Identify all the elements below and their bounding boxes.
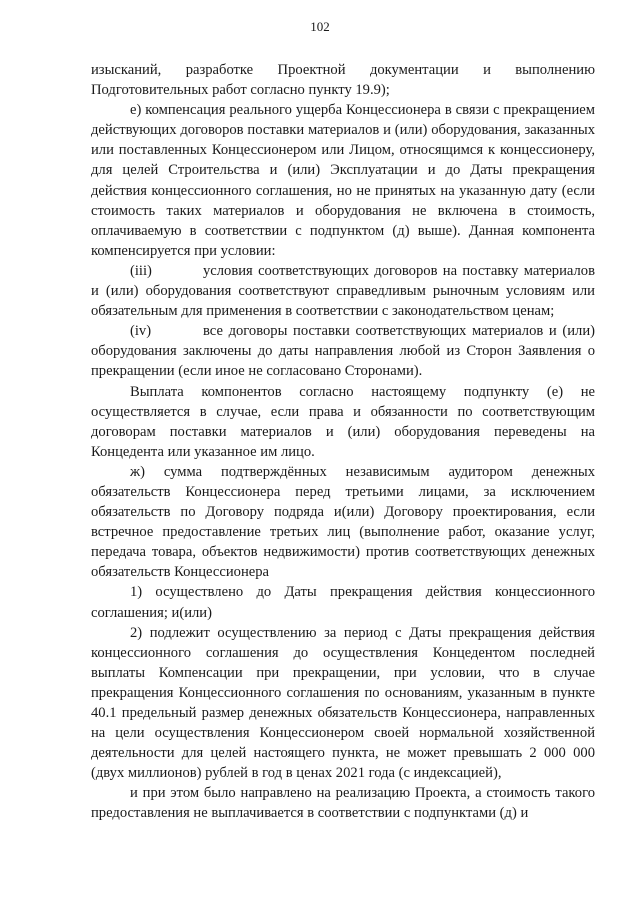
paragraph-condition-1: 1) осуществлено до Даты прекращения действия концессионного соглашения; и(или) [91, 584, 595, 621]
paragraph-subitem-zh: ж) сумма подтверждённых независимым аудитором денежных обязательств Концессионера перед третьими лицами, за исключением обязательств по Договору подряда и(или) Договору проектирования, если встречное предоставление третьих лиц (выполнение работ, оказание услуг, передача товара, объектов недвижимости) против соответствующих денежных обязательств Концессионера [91, 463, 595, 581]
list-text-iv: все договоры поставки соответствующих материалов и (или) оборудования заключены до даты направления любой из Сторон Заявления о прекращении (если иное не согласовано Сторонами). [91, 323, 595, 380]
document-body [91, 60, 595, 824]
page-number: 102 [310, 19, 330, 34]
paragraph-continuation: изысканий, разработке Проектной документации и выполнению Подготовительных работ согласно пункту 19.9); [91, 62, 595, 99]
paragraph-subitem-e: е) компенсация реального ущерба Концессионера в связи с прекращением действующих договоров поставки материалов и (или) оборудования, заказанных или поставленных Концессионером или Лицом, относящимся к концессионеру, для целей Строительства и (или) Эксплуатации и до Даты прекращения действия концессионного соглашения, но не принятых на указанную дату (если стоимость таких материалов и оборудования не включена в стоимость, оплачиваемую в соответствии с подпунктом (д) выше). Данная компонента компенсируется при условии: [91, 102, 595, 259]
list-text-iii: условия соответствующих договоров на поставку материалов и (или) оборудования соответствуют справедливым рыночным условиям или обязательным для применения в соответствии с законодательством ценам; [91, 262, 595, 320]
paragraph-condition-2: 2) подлежит осуществлению за период с Даты прекращения действия концессионного соглашения до осуществления Концедентом последней выплаты Компенсации при прекращении, при условии, что в случае прекращения Концессионного соглашения по основаниям, указанным в пункте 40.1 предельный размер денежных обязательств Концессионера, направленных на цели осуществления Концессионером своей нормальной хозяйственной деятельности для целей настоящего пункта, не может превышать 2 000 000 (двух миллионов) рублей в год в ценах 2021 года (с индексацией), [91, 624, 595, 782]
list-marker-iii: (iii) [130, 262, 152, 279]
list-item-iii [91, 261, 595, 321]
paragraph-payment-exclusion: Выплата компонентов согласно настоящему подпункту (е) не осуществляется в случае, если права и обязанности по соответствующим договорам поставки материалов и (или) оборудования переведены на Концедента или указанное им лицо. [91, 383, 595, 460]
list-marker-iv: (iv) [130, 323, 152, 340]
paragraph-project-implementation: и при этом было направлено на реализацию Проекта, а стоимость такого предоставления не выплачивается в соответствии с подпунктами (д) и [91, 785, 595, 822]
list-item-iv [91, 321, 595, 381]
